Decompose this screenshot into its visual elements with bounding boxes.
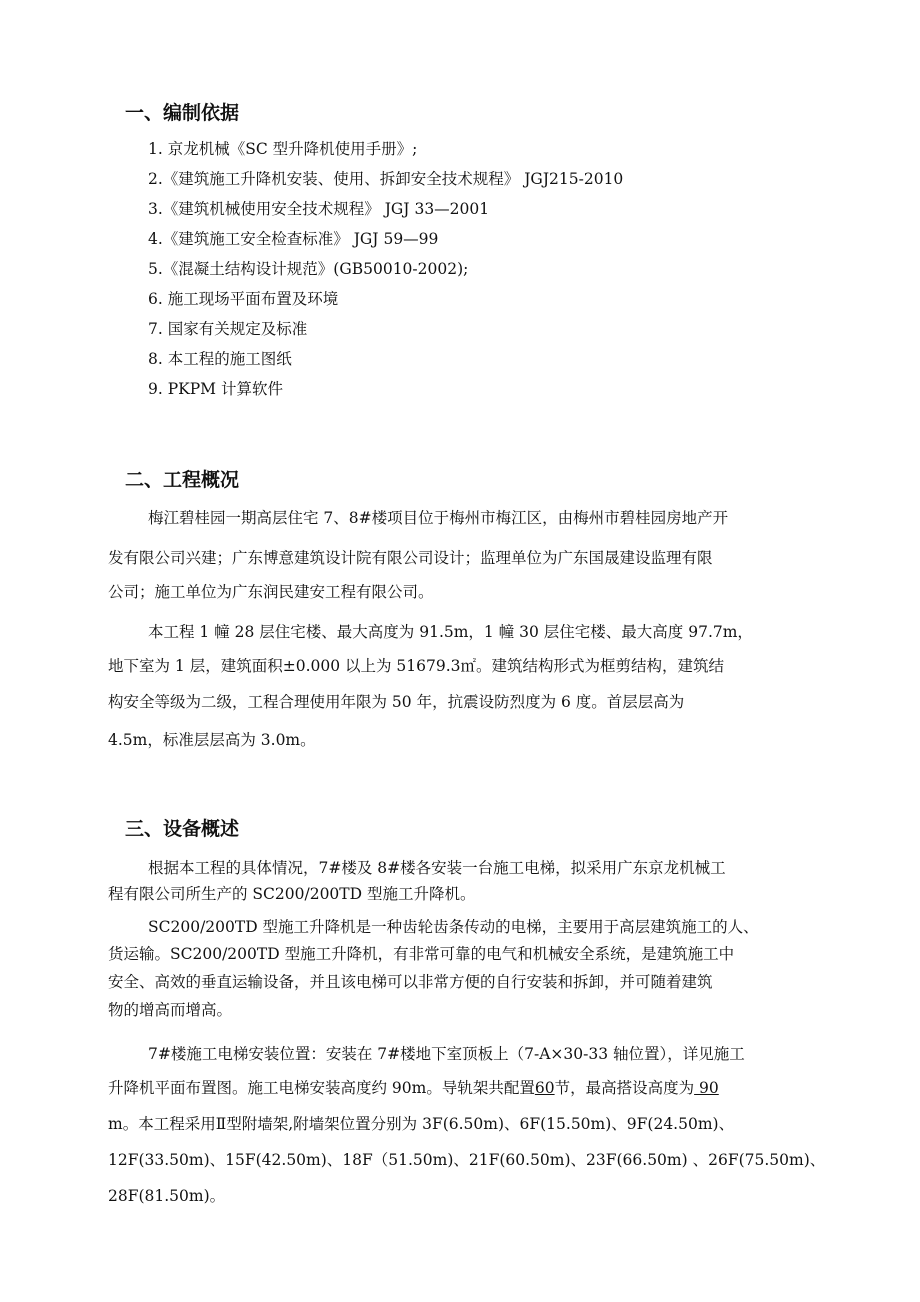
line-text: 节，最高搭设高度为 (554, 1079, 695, 1097)
paragraph-line: m。本工程采用Ⅱ型附墙架,附墙架位置分别为 3F(6.50m)、6F(15.50m)、9F(24.50m)、 (108, 1115, 735, 1133)
paragraph-line: 安全、高效的垂直运输设备，并且该电梯可以非常方便的自行安装和拆卸，并可随着建筑 (108, 973, 713, 991)
line-text: 升降机平面布置图。施工电梯安装高度约 90m。导轨架共配置 (108, 1079, 535, 1097)
paragraph-line: 地下室为 1 层，建筑面积±0.000 以上为 51679.3㎡。建筑结构形式为框剪结构，建筑结 (108, 657, 725, 675)
reference-item: 2.《建筑施工升降机安装、使用、拆卸安全技术规程》 JGJ215-2010 (148, 170, 624, 188)
section-2-title: 二、工程概况 (125, 469, 240, 491)
paragraph-line: 梅江碧桂园一期高层住宅 7、8#楼项目位于梅州市梅江区，由梅州市碧桂园房地产开 (148, 509, 729, 527)
paragraph-line: 本工程 1 幢 28 层住宅楼、最大高度为 91.5m，1 幢 30 层住宅楼、最大高度 97.7m， (148, 623, 753, 641)
max-height-value: 90 (694, 1079, 719, 1097)
paragraph-line: 发有限公司兴建；广东博意建筑设计院有限公司设计；监理单位为广东国晟建设监理有限 (108, 549, 713, 567)
reference-item: 1. 京龙机械《SC 型升降机使用手册》; (148, 140, 418, 158)
paragraph-line: 4.5m，标准层层高为 3.0m。 (108, 731, 316, 749)
paragraph-line: 28F(81.50m)。 (108, 1187, 226, 1205)
reference-item: 5.《混凝土结构设计规范》(GB50010-2002); (148, 260, 469, 278)
section-1-title: 一、编制依据 (125, 102, 240, 124)
reference-item: 6. 施工现场平面布置及环境 (148, 290, 339, 308)
paragraph-line: 货运输。SC200/200TD 型施工升降机，有非常可靠的电气和机械安全系统，是建筑施工中 (108, 945, 735, 963)
reference-item: 8. 本工程的施工图纸 (148, 350, 292, 368)
paragraph-line: 12F(33.50m)、15F(42.50m)、18F（51.50m)、21F(60.50m)、23F(66.50m) 、26F(75.50m)、 (108, 1151, 826, 1169)
paragraph-line: 7#楼施工电梯安装位置：安装在 7#楼地下室顶板上（7-A×30-33 轴位置），详见施工 (148, 1045, 745, 1063)
paragraph-line: SC200/200TD 型施工升降机是一种齿轮齿条传动的电梯，主要用于高层建筑施工的人、 (148, 918, 759, 936)
paragraph-line: 公司；施工单位为广东润民建安工程有限公司。 (108, 583, 434, 601)
paragraph-line: 构安全等级为二级，工程合理使用年限为 50 年，抗震设防烈度为 6 度。首层层高为 (108, 693, 685, 711)
paragraph-line (108, 1078, 719, 1098)
reference-item: 7. 国家有关规定及标准 (148, 320, 308, 338)
paragraph-line: 根据本工程的具体情况，7#楼及 8#楼各安装一台施工电梯，拟采用广东京龙机械工 (148, 859, 726, 877)
paragraph-line: 程有限公司所生产的 SC200/200TD 型施工升降机。 (108, 885, 476, 903)
reference-item: 9. PKPM 计算软件 (148, 380, 283, 398)
sections-count-value: 60 (534, 1079, 555, 1097)
paragraph-line: 物的增高而增高。 (108, 1001, 233, 1019)
reference-item: 3.《建筑机械使用安全技术规程》 JGJ 33—2001 (148, 200, 490, 218)
section-3-title: 三、设备概述 (125, 818, 240, 840)
reference-item: 4.《建筑施工安全检查标准》 JGJ 59—99 (148, 230, 439, 248)
